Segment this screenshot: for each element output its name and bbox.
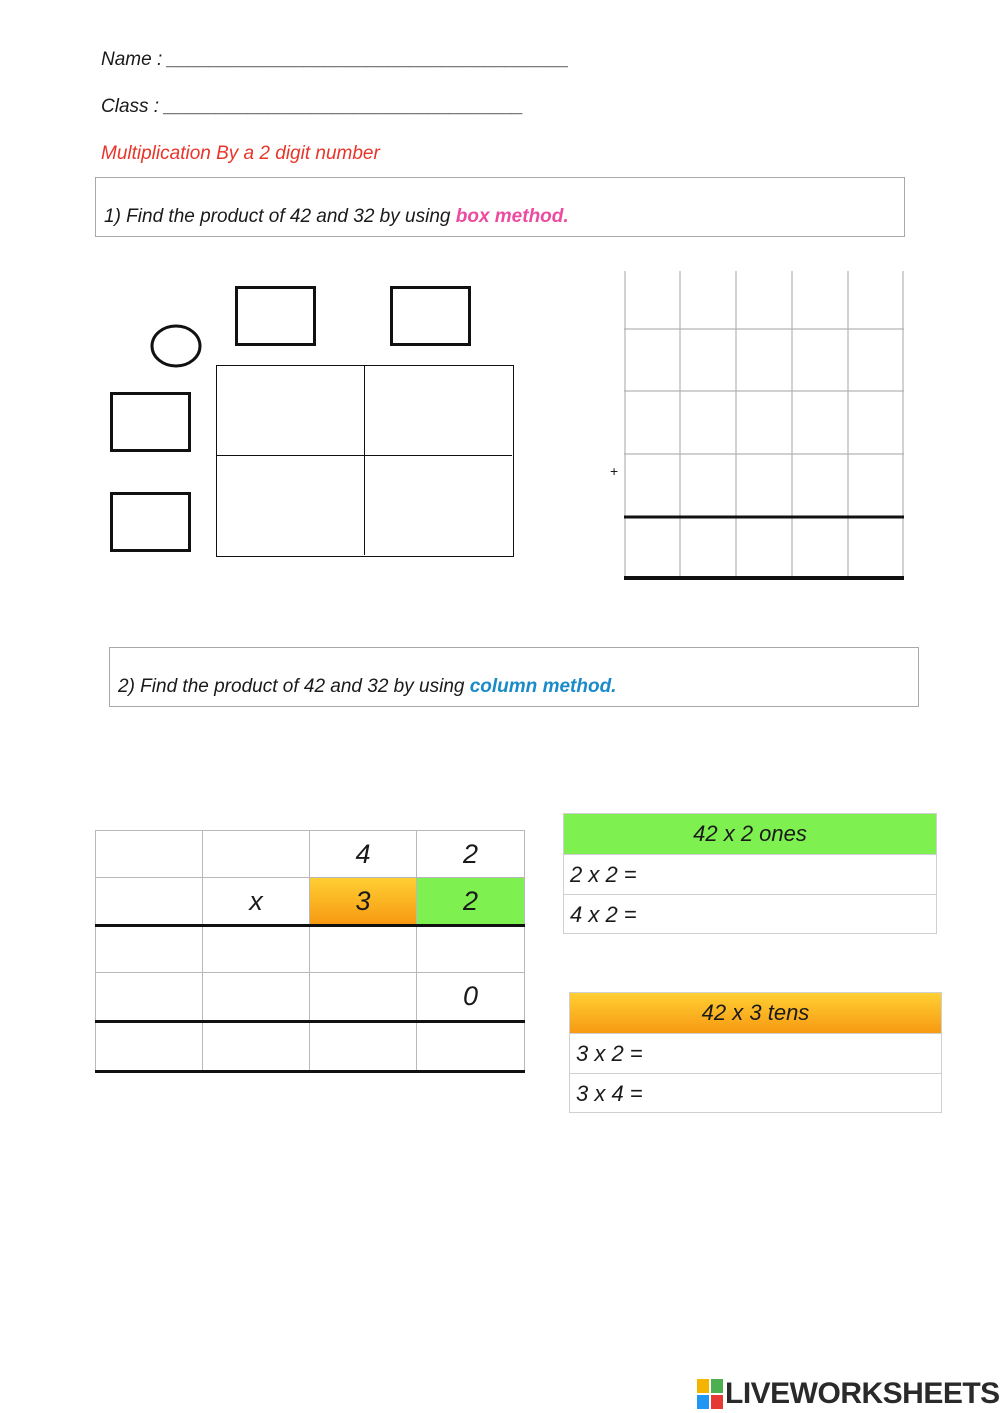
box-left-tens-input[interactable]	[110, 392, 191, 452]
column-cell[interactable]	[310, 1021, 417, 1071]
column-cell[interactable]	[96, 973, 203, 1021]
column-cell[interactable]	[203, 831, 310, 878]
tens-table	[569, 992, 942, 1113]
class-line: Class : __________________________________	[101, 96, 524, 117]
ones-table-header: 42 x 2 ones	[564, 814, 936, 854]
box-left-ones-input[interactable]	[110, 492, 191, 552]
tens-row-label: 3 x 2 =	[576, 1040, 643, 1066]
operator-circle[interactable]	[145, 320, 207, 372]
column-cell[interactable]	[310, 973, 417, 1021]
addition-grid	[624, 271, 904, 581]
column-cell[interactable]	[96, 831, 203, 878]
multiplier-tens: 3	[310, 878, 417, 925]
question-2-text	[118, 676, 616, 698]
placeholder-zero: 0	[417, 973, 525, 1021]
column-cell[interactable]	[203, 1021, 310, 1071]
name-line: Name : ______________________________________	[101, 49, 570, 70]
rule-line	[95, 924, 525, 927]
box-cell-bottom-right[interactable]	[365, 456, 512, 555]
box-top-tens-input[interactable]	[235, 286, 316, 346]
plus-sign: +	[610, 463, 619, 479]
ones-table-row[interactable]	[564, 894, 936, 934]
box-cell-bottom-left[interactable]	[217, 456, 365, 555]
worksheet-title: Multiplication By a 2 digit number	[101, 143, 380, 164]
column-method-grid	[95, 830, 525, 1073]
addition-grid-lines	[624, 271, 904, 581]
column-cell[interactable]	[96, 878, 203, 925]
question-2-method: column method.	[469, 676, 617, 697]
box-cell-top-right[interactable]	[365, 366, 512, 456]
rule-line	[95, 1020, 525, 1023]
rule-line	[95, 1070, 525, 1073]
ones-table	[563, 813, 937, 934]
column-cell[interactable]	[203, 925, 310, 973]
column-cell[interactable]	[310, 925, 417, 973]
liveworksheets-logo	[697, 1377, 1000, 1411]
column-cell[interactable]	[96, 1021, 203, 1071]
column-cell[interactable]	[417, 1021, 525, 1071]
tens-table-row[interactable]	[570, 1073, 941, 1113]
ones-row-label: 2 x 2 =	[570, 861, 637, 887]
column-cell[interactable]	[203, 973, 310, 1021]
column-cell[interactable]	[96, 925, 203, 973]
multiplier-ones: 2	[417, 878, 525, 925]
multiplicand-ones: 2	[417, 831, 525, 878]
multiplicand-tens: 4	[310, 831, 417, 878]
tens-table-header: 42 x 3 tens	[570, 993, 941, 1033]
question-1-prompt: 1) Find the product of 42 and 32 by using	[104, 206, 456, 227]
ones-table-row[interactable]	[564, 854, 936, 894]
question-1-method: box method.	[455, 206, 569, 227]
question-2-prompt: 2) Find the product of 42 and 32 by using	[118, 676, 470, 697]
tens-table-row[interactable]	[570, 1033, 941, 1073]
tens-row-label: 3 x 4 =	[576, 1080, 643, 1106]
question-1-box	[95, 177, 905, 237]
times-sign: x	[203, 878, 310, 925]
box-method-grid	[216, 365, 514, 557]
box-top-ones-input[interactable]	[390, 286, 471, 346]
question-1-text	[104, 206, 569, 228]
logo-text: LIVEWORKSHEETS	[725, 1377, 1000, 1410]
box-cell-top-left[interactable]	[217, 366, 365, 456]
column-cell[interactable]	[417, 925, 525, 973]
question-2-box	[109, 647, 919, 707]
logo-mark-icon	[697, 1379, 723, 1409]
ones-row-label: 4 x 2 =	[570, 901, 637, 927]
